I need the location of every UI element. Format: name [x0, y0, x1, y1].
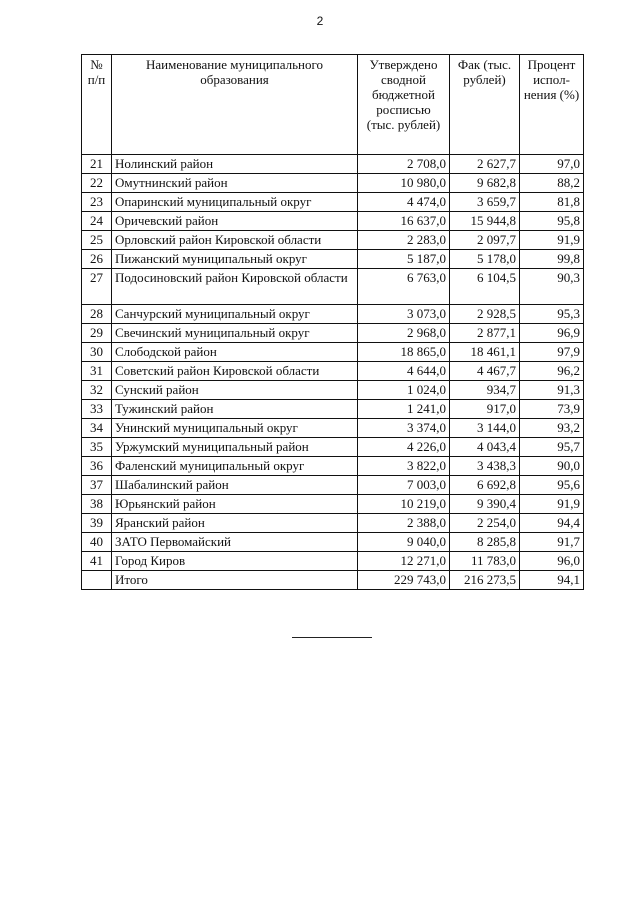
table-row: [82, 212, 584, 231]
row-percent: 91,3: [520, 381, 584, 400]
row-percent: 91,9: [520, 495, 584, 514]
row-approved: 3 374,0: [358, 419, 450, 438]
row-approved: 1 024,0: [358, 381, 450, 400]
row-fact: 934,7: [450, 381, 520, 400]
row-fact: 3 144,0: [450, 419, 520, 438]
row-name: Город Киров: [112, 552, 358, 571]
row-approved: 3 822,0: [358, 457, 450, 476]
row-num: 21: [82, 155, 112, 174]
header-fact: Фак (тыс. рублей): [450, 55, 520, 155]
row-num: 32: [82, 381, 112, 400]
row-fact: 2 928,5: [450, 305, 520, 324]
row-approved: 10 980,0: [358, 174, 450, 193]
row-fact: 2 877,1: [450, 324, 520, 343]
row-fact: 917,0: [450, 400, 520, 419]
row-name: Юрьянский район: [112, 495, 358, 514]
row-percent: 81,8: [520, 193, 584, 212]
row-percent: 90,0: [520, 457, 584, 476]
row-name: Унинский муниципальный округ: [112, 419, 358, 438]
row-name: Яранский район: [112, 514, 358, 533]
row-num: 40: [82, 533, 112, 552]
row-name: Уржумский муниципальный район: [112, 438, 358, 457]
row-name: Санчурский муниципальный округ: [112, 305, 358, 324]
row-percent: 96,0: [520, 552, 584, 571]
row-percent: 96,9: [520, 324, 584, 343]
table-row: [82, 362, 584, 381]
table-row: [82, 193, 584, 212]
closing-divider: [292, 637, 372, 638]
row-approved: 2 968,0: [358, 324, 450, 343]
row-name: Свечинский муниципальный округ: [112, 324, 358, 343]
row-approved: 3 073,0: [358, 305, 450, 324]
page-number: 2: [316, 14, 324, 28]
row-fact: 8 285,8: [450, 533, 520, 552]
row-approved: 2 708,0: [358, 155, 450, 174]
row-approved: 10 219,0: [358, 495, 450, 514]
row-fact: 6 104,5: [450, 269, 520, 305]
row-name: ЗАТО Первомайский: [112, 533, 358, 552]
row-num: 23: [82, 193, 112, 212]
row-approved: 6 763,0: [358, 269, 450, 305]
row-num: 29: [82, 324, 112, 343]
row-name: Тужинский район: [112, 400, 358, 419]
table-row: [82, 438, 584, 457]
row-num: 27: [82, 269, 112, 305]
row-name: Советский район Кировской области: [112, 362, 358, 381]
total-num: [82, 571, 112, 590]
row-approved: 5 187,0: [358, 250, 450, 269]
row-percent: 95,8: [520, 212, 584, 231]
table-row: [82, 533, 584, 552]
row-num: 41: [82, 552, 112, 571]
row-approved: 16 637,0: [358, 212, 450, 231]
row-approved: 7 003,0: [358, 476, 450, 495]
row-fact: 9 390,4: [450, 495, 520, 514]
row-num: 24: [82, 212, 112, 231]
table-row: [82, 419, 584, 438]
row-approved: 9 040,0: [358, 533, 450, 552]
table-row: [82, 457, 584, 476]
row-num: 37: [82, 476, 112, 495]
table-row: [82, 250, 584, 269]
row-approved: 4 474,0: [358, 193, 450, 212]
row-percent: 90,3: [520, 269, 584, 305]
row-num: 31: [82, 362, 112, 381]
row-name: Опаринский муниципальный округ: [112, 193, 358, 212]
row-name: Орловский район Кировской области: [112, 231, 358, 250]
row-approved: 2 283,0: [358, 231, 450, 250]
row-percent: 94,4: [520, 514, 584, 533]
row-fact: 6 692,8: [450, 476, 520, 495]
total-fact: 216 273,5: [450, 571, 520, 590]
row-approved: 2 388,0: [358, 514, 450, 533]
row-approved: 1 241,0: [358, 400, 450, 419]
row-num: 38: [82, 495, 112, 514]
row-percent: 97,0: [520, 155, 584, 174]
row-num: 26: [82, 250, 112, 269]
table-row: [82, 174, 584, 193]
row-fact: 18 461,1: [450, 343, 520, 362]
row-fact: 11 783,0: [450, 552, 520, 571]
row-num: 35: [82, 438, 112, 457]
row-name: Фаленский муниципальный округ: [112, 457, 358, 476]
table-row: [82, 231, 584, 250]
row-num: 28: [82, 305, 112, 324]
table-header-row: [82, 55, 584, 155]
row-fact: 3 659,7: [450, 193, 520, 212]
row-num: 25: [82, 231, 112, 250]
table-row: [82, 155, 584, 174]
row-fact: 9 682,8: [450, 174, 520, 193]
row-fact: 2 097,7: [450, 231, 520, 250]
row-percent: 73,9: [520, 400, 584, 419]
budget-execution-table: [81, 54, 584, 590]
row-num: 30: [82, 343, 112, 362]
row-num: 34: [82, 419, 112, 438]
row-name: Сунский район: [112, 381, 358, 400]
row-percent: 97,9: [520, 343, 584, 362]
row-name: Омутнинский район: [112, 174, 358, 193]
row-num: 22: [82, 174, 112, 193]
row-percent: 91,7: [520, 533, 584, 552]
row-fact: 2 254,0: [450, 514, 520, 533]
row-fact: 4 043,4: [450, 438, 520, 457]
row-fact: 5 178,0: [450, 250, 520, 269]
row-name: Подосиновский район Кировской области: [112, 269, 358, 305]
table-row: [82, 514, 584, 533]
header-percent: Процент испол-нения (%): [520, 55, 584, 155]
row-approved: 12 271,0: [358, 552, 450, 571]
table-row: [82, 552, 584, 571]
total-label: Итого: [112, 571, 358, 590]
row-name: Нолинский район: [112, 155, 358, 174]
row-approved: 4 226,0: [358, 438, 450, 457]
row-percent: 93,2: [520, 419, 584, 438]
row-fact: 15 944,8: [450, 212, 520, 231]
row-name: Пижанский муниципальный округ: [112, 250, 358, 269]
row-percent: 95,7: [520, 438, 584, 457]
row-num: 36: [82, 457, 112, 476]
table-row: [82, 476, 584, 495]
total-row: [82, 571, 584, 590]
header-approved: Утверждено сводной бюджетной росписью (тыс. рублей): [358, 55, 450, 155]
row-name: Оричевский район: [112, 212, 358, 231]
row-percent: 95,3: [520, 305, 584, 324]
total-approved: 229 743,0: [358, 571, 450, 590]
row-percent: 99,8: [520, 250, 584, 269]
header-num: № п/п: [82, 55, 112, 155]
row-percent: 95,6: [520, 476, 584, 495]
table-row: [82, 495, 584, 514]
row-num: 33: [82, 400, 112, 419]
row-num: 39: [82, 514, 112, 533]
header-name: Наименование муниципального образования: [112, 55, 358, 155]
row-percent: 91,9: [520, 231, 584, 250]
row-fact: 3 438,3: [450, 457, 520, 476]
table-row: [82, 343, 584, 362]
row-name: Слободской район: [112, 343, 358, 362]
row-percent: 96,2: [520, 362, 584, 381]
row-approved: 4 644,0: [358, 362, 450, 381]
row-name: Шабалинский район: [112, 476, 358, 495]
total-percent: 94,1: [520, 571, 584, 590]
table-row: [82, 381, 584, 400]
row-approved: 18 865,0: [358, 343, 450, 362]
table-row: [82, 324, 584, 343]
row-fact: 4 467,7: [450, 362, 520, 381]
table-row: [82, 305, 584, 324]
row-percent: 88,2: [520, 174, 584, 193]
table-row: [82, 400, 584, 419]
row-fact: 2 627,7: [450, 155, 520, 174]
table-row: [82, 269, 584, 305]
